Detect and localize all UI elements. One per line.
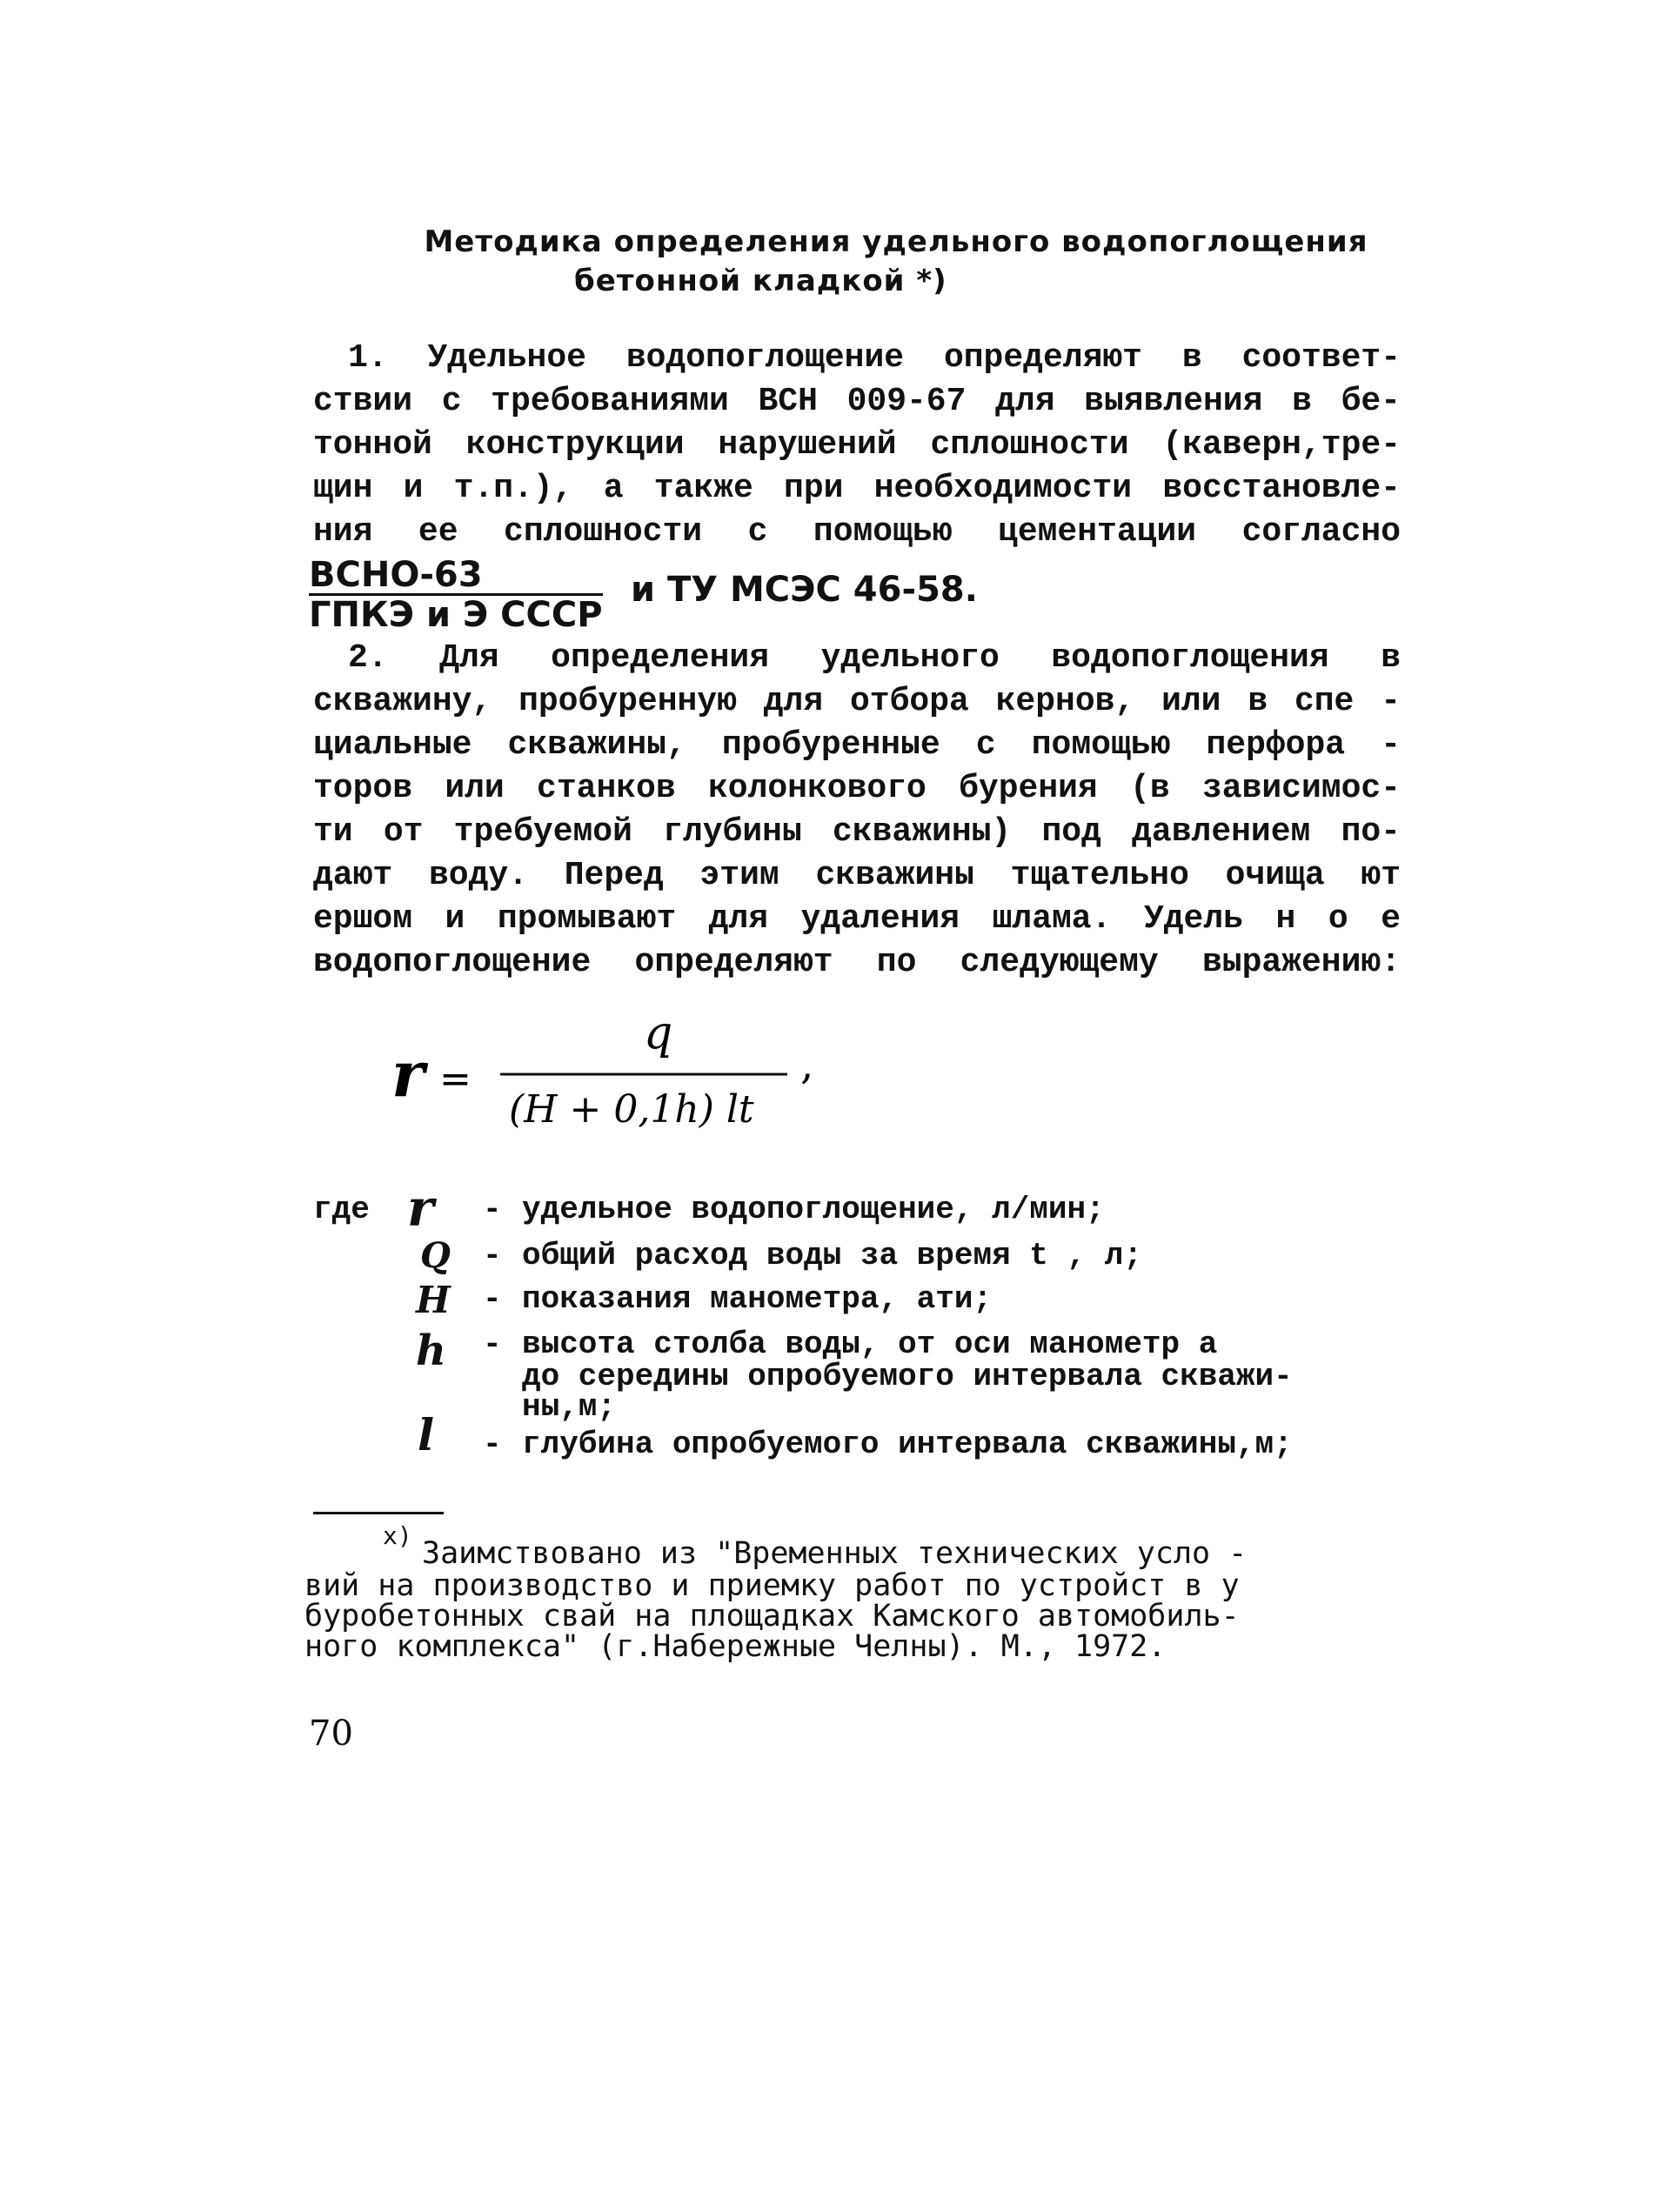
title-line-2: бетонной кладкой *) (574, 264, 947, 298)
dash-l: - (483, 1427, 502, 1462)
symbol-h-upper: H (416, 1279, 451, 1321)
norm-fraction (309, 557, 603, 634)
desc-h-upper: показания манометра, ати; (522, 1281, 993, 1317)
symbol-h-lower: h (416, 1327, 446, 1375)
paragraph-2-line-8: водопоглощение определяют по следующему выражению: (313, 944, 1401, 981)
desc-q: общий расход воды за время t , л; (522, 1238, 1142, 1273)
paragraph-2-line-7: ершом и промывают для удаления шлама. Удель н о е (313, 900, 1401, 938)
formula-lhs: r (391, 1037, 425, 1111)
dash-q: - (483, 1238, 502, 1273)
desc-l: глубина опробуемого интервала скважины,м; (522, 1427, 1293, 1462)
paragraph-1-line-1: 1. Удельное водопоглощение определяют в соответ- (348, 339, 1401, 377)
formula-numerator: q (644, 1007, 673, 1059)
page-number: 70 (309, 1714, 353, 1754)
desc-r: удельное водопоглощение, л/мин; (522, 1192, 1105, 1227)
dash-h-lower: - (483, 1327, 502, 1362)
formula-equals: = (439, 1057, 472, 1101)
where-label: где (313, 1192, 370, 1227)
footnote-line-4: ного комплекса" (г.Набережные Челны). М., 1972. (304, 1629, 1167, 1664)
footnote-line-2: вий на производство и приемку работ по устройст в у (304, 1568, 1240, 1603)
formula-comma: , (800, 1040, 814, 1089)
desc-h-lower-1: высота столба воды, от оси манометр а (522, 1327, 1218, 1362)
desc-h-lower-3: ны,м; (522, 1389, 617, 1425)
fraction-numerator: ВСНО-63 (309, 557, 603, 596)
footnote-marker: х) (383, 1521, 412, 1550)
footnote-line-1: Заимствовано из "Временных технических усло - (422, 1536, 1248, 1571)
paragraph-2-line-3: циальные скважины, пробуренные с помощью перфора - (313, 726, 1401, 764)
paragraph-2-line-1: 2. Для определения удельного водопоглощения в (348, 639, 1401, 677)
paragraph-2-line-2: скважину, пробуренную для отбора кернов, или в спе - (313, 683, 1401, 720)
title-line-1: Методика определения удельного водопоглощения (424, 224, 1368, 259)
fraction-denominator: ГПКЭ и Э СССР (309, 595, 603, 635)
paragraph-1-line-3: тонной конструкции нарушений сплошности (каверн,тре- (313, 426, 1401, 464)
footnote-line-3: буробетонных свай на площадках Камского автомобиль- (304, 1599, 1240, 1634)
paragraph-1-line-2: ствии с требованиями ВСН 009-67 для выявления в бе- (313, 383, 1401, 420)
symbol-r: r (407, 1179, 434, 1238)
paragraph-1-line-5: ния ее сплошности с помощью цементации согласно (313, 513, 1401, 551)
paragraph-2-line-5: ти от требуемой глубины скважины) под давлением по- (313, 813, 1401, 851)
symbol-q: Q (420, 1235, 451, 1276)
paragraph-2-line-4: торов или станков колонкового бурения (в зависимос- (313, 770, 1401, 807)
symbol-l: l (418, 1409, 434, 1460)
desc-h-lower-2: до середины опробуемого интервала скважи- (522, 1359, 1293, 1394)
paragraph-2-line-6: дают воду. Перед этим скважины тщательно очища ют (313, 857, 1401, 894)
paragraph-1-line-4: щин и т.п.), а также при необходимости восстановле- (313, 470, 1401, 507)
dash-r: - (483, 1192, 502, 1227)
absorption-formula (391, 1000, 913, 1139)
footnote-rule (313, 1512, 444, 1514)
dash-h-upper: - (483, 1281, 502, 1317)
fraction-tail-text: и ТУ МСЭС 46-58. (631, 570, 978, 610)
formula-denominator: (H + 0,1h) lt (509, 1087, 754, 1132)
